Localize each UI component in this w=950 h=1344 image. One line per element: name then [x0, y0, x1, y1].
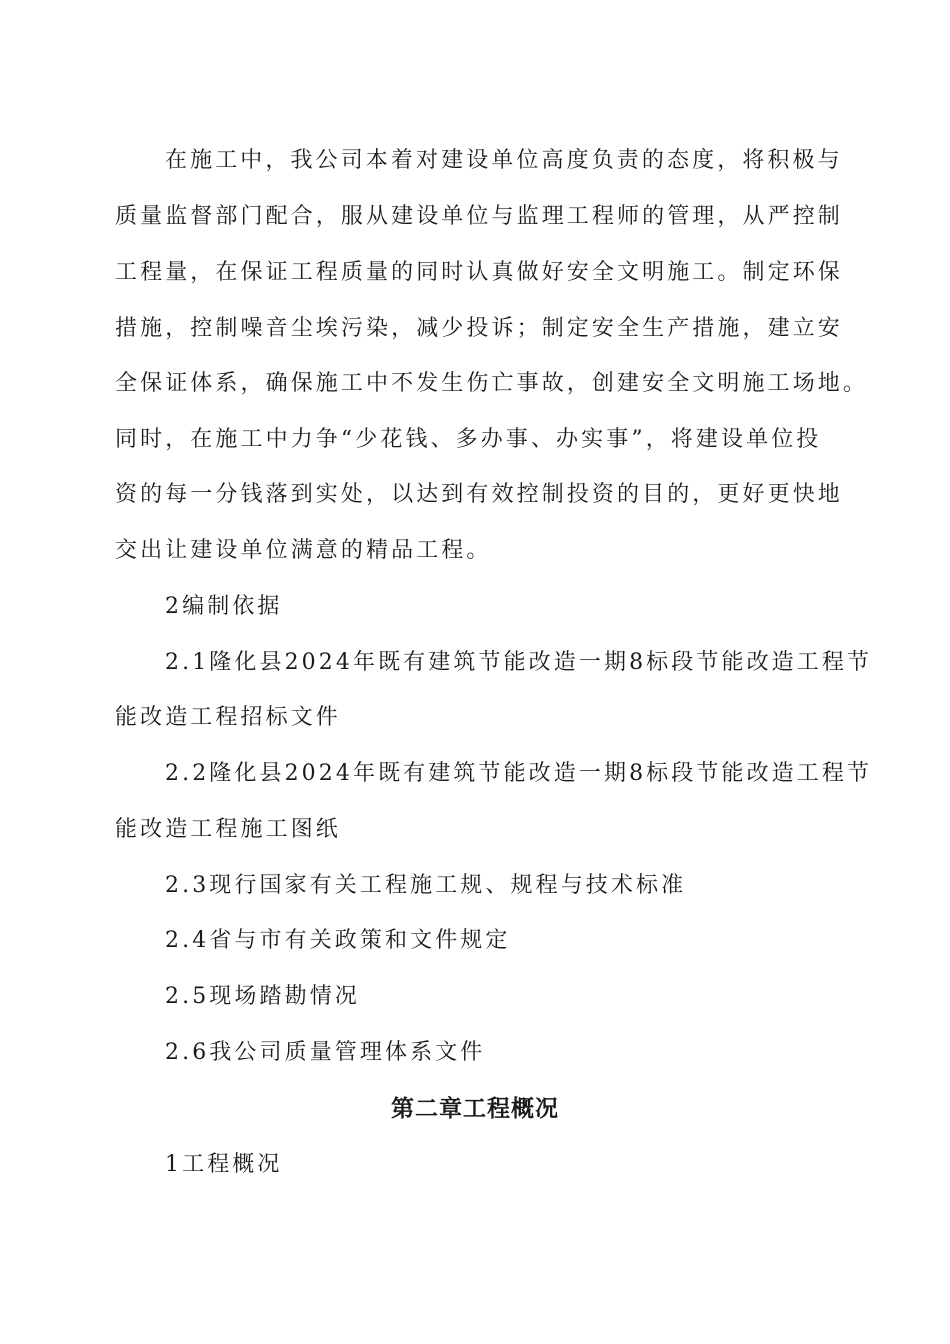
paragraph-line: 在施工中，我公司本着对建设单位高度负责的态度，将积极与 [165, 148, 843, 173]
list-item-2-2-line2: 能改造工程施工图纸 [115, 817, 341, 842]
paragraph-line: 措施，控制噪音尘埃污染，减少投诉；制定安全生产措施，建立安 [115, 316, 843, 341]
paragraph-line: 全保证体系，确保施工中不发生伤亡事故，创建安全文明施工场地。 [115, 371, 869, 396]
section-title-2: 2编制依据 [165, 594, 283, 619]
list-item-2-1-line1: 2.1隆化县2024年既有建筑节能改造一期8标段节能改造工程节 [165, 650, 873, 675]
paragraph-line: 交出让建设单位满意的精品工程。 [115, 538, 492, 563]
list-item-2-3: 2.3现行国家有关工程施工规、规程与技术标准 [165, 873, 687, 898]
paragraph-line: 工程量，在保证工程质量的同时认真做好安全文明施工。制定环保 [115, 260, 843, 285]
section-title-1: 1工程概况 [165, 1152, 283, 1177]
list-item-2-6: 2.6我公司质量管理体系文件 [165, 1040, 486, 1065]
list-item-2-2-line1: 2.2隆化县2024年既有建筑节能改造一期8标段节能改造工程节 [165, 761, 873, 786]
paragraph-line: 资的每一分钱落到实处，以达到有效控制投资的目的，更好更快地 [115, 482, 843, 507]
chapter-heading: 第二章工程概况 [391, 1096, 559, 1122]
list-item-2-5: 2.5现场踏勘情况 [165, 984, 360, 1009]
list-item-2-1-line2: 能改造工程招标文件 [115, 705, 341, 730]
paragraph-line: 同时，在施工中力争“少花钱、多办事、办实事”，将建设单位投 [115, 427, 822, 452]
list-item-2-4: 2.4省与市有关政策和文件规定 [165, 928, 511, 953]
paragraph-line: 质量监督部门配合，服从建设单位与监理工程师的管理，从严控制 [115, 204, 843, 229]
